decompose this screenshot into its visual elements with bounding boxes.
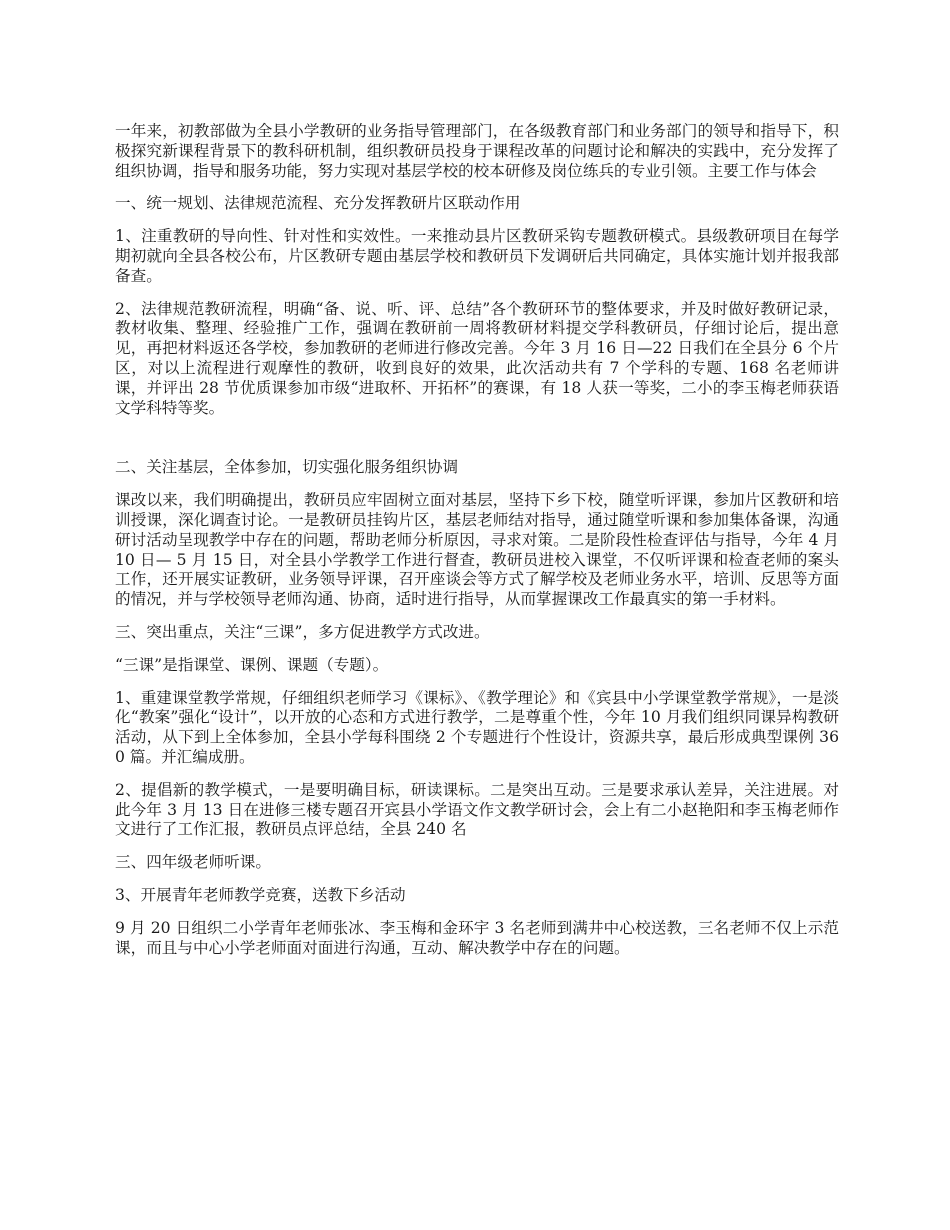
paragraph-3-2: 2、提倡新的教学模式，一是要明确目标，研读课标。二是突出互动。三是要求承认差异，关注进展。对此今年 3 月 13 日在进修三楼专题召开宾县小学语文作文教学研讨会，会上有二小赵艳阳和李玉梅老师作文进行了工作汇报，教研员点评总结，全县 240 名 [115, 780, 839, 839]
paragraph-3-2-cont: 三、四年级老师听课。 [115, 853, 271, 872]
document-body [115, 122, 839, 971]
paragraph-3-1: 1、重建课堂教学常规，仔细组织老师学习《课标》、《教学理论》和《宾县中小学课堂教学常规》，一是淡化“教案”强化“设计”，以开放的心态和方式进行教学，二是尊重个性，今年 10 月我们组织同课异构教研活动，从下到上全体参加，全县小学每科围绕 2 个专题进行个性设计，资源共享，最后形成典型课例 360 篇。并汇编成册。 [115, 688, 839, 766]
intro-paragraph: 一年来，初教部做为全县小学教研的业务指导管理部门，在各级教育部门和业务部门的领导和指导下，积极探究新课程背景下的教科研机制，组织教研员投身于课程改革的问题讨论和解决的实践中，充分发挥了组织协调，指导和服务功能，努力实现对基层学校的校本研修及岗位练兵的专业引领。主要工作与体会 [115, 122, 839, 180]
paragraph-1-1: 1、注重教研的导向性、针对性和实效性。一来推动县片区教研采钩专题教研模式。县级教研项目在每学期初就向全县各校公布，片区教研专题由基层学校和教研员下发调研后共同确定，具体实施计划并报我部备查。 [115, 227, 839, 285]
paragraph-3-3-heading: 3、开展青年老师教学竞赛，送教下乡活动 [115, 885, 406, 904]
paragraph-3-definition: “三课”是指课堂、课例、课题（专题）。 [115, 655, 389, 674]
paragraph-1-2: 2、法律规范教研流程，明确“备、说、听、评、总结”各个教研环节的整体要求，并及时做好教研记录，教材收集、整理、经验推广工作，强调在教研前一周将教研材料提交学科教研员，仔细讨论后，提出意见，再把材料返还各学校，参加教研的老师进行修改完善。今年 3 月 16 日—22 日我们在全县分 6 个片区，对以上流程进行观摩性的教研，收到良好的效果，此次活动共有 7 个学科的专题、168 名老师讲课，并评出 28 节优质课参加市级“进取杯、开拓杯”的赛课，有 18 人获一等奖，二小的李玉梅老师获语文学科特等奖。 [115, 299, 839, 417]
section-heading-3: 三、突出重点，关注“三课”，多方促进教学方式改进。 [115, 622, 490, 641]
section-heading-2: 二、关注基层，全体参加，切实强化服务组织协调 [115, 458, 459, 477]
section-heading-1: 一、统一规划、法律规范流程、充分发挥教研片区联动作用 [115, 194, 521, 213]
paragraph-3-3: 9 月 20 日组织二小学青年老师张冰、李玉梅和金环宇 3 名老师到满井中心校送教，三名老师不仅上示范课，而且与中心小学老师面对面进行沟通，互动、解决教学中存在的问题。 [115, 918, 839, 957]
paragraph-2-1: 课改以来，我们明确提出，教研员应牢固树立面对基层，坚持下乡下校，随堂听评课，参加片区教研和培训授课，深化调查讨论。一是教研员挂钩片区，基层老师结对指导，通过随堂听课和参加集体备课，沟通研讨活动呈现教学中存在的问题，帮助老师分析原因，寻求对策。二是阶段性检查评估与指导，今年 4 月 10 日— 5 月 15 日，对全县小学教学工作进行督查，教研员进校入课堂，不仅听评课和检查老师的案头工作，还开展实证教研，业务领导评课，召开座谈会等方式了解学校及老师业务水平，培训、反思等方面的情况，并与学校领导老师沟通、协商，适时进行指导，从而掌握课改工作最真实的第一手材料。 [115, 491, 839, 609]
